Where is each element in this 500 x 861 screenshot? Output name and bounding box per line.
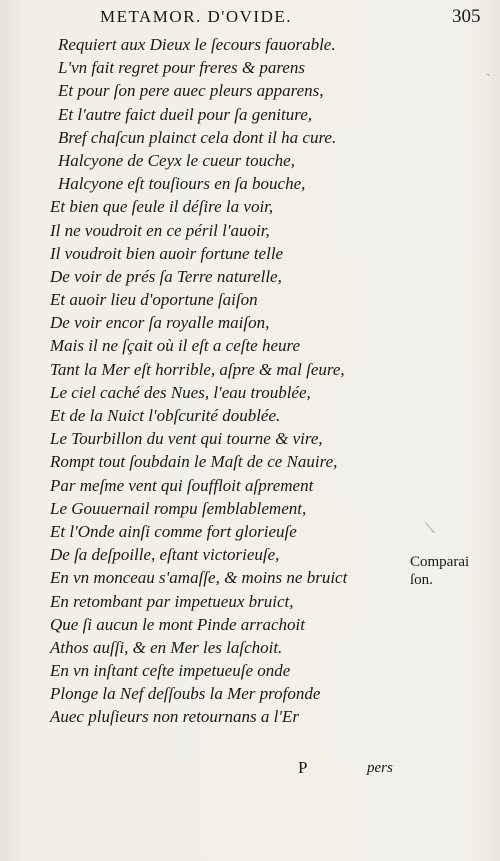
verse-line: Bref chaſcun plainct cela dont il ha cure. — [58, 127, 337, 147]
verse-line: Et auoir lieu d'oportune ſaiſon — [50, 290, 258, 310]
verse-line: Et l'Onde ainſi comme fort glorieuſe — [50, 521, 297, 541]
margin-note — [410, 553, 490, 589]
verse-line: Et de la Nuict l'obſcurité doublée. — [50, 406, 281, 425]
verse-line: Requiert aux Dieux le ſecours fauorable. — [58, 35, 336, 54]
running-title: METAMOR. D'OVIDE. — [100, 7, 292, 26]
verse-line: Halcyone eſt touſiours en ſa bouche, — [58, 174, 306, 194]
stray-ink-mark: ⟍ — [425, 522, 435, 537]
verse-line: Plonge la Nef deſſoubs la Mer profonde — [50, 684, 321, 704]
verse-line: Mais il ne ſçait où il eſt a ceſte heure — [50, 336, 301, 356]
verse-line: Que ſi aucun le mont Pinde arrachoit — [50, 614, 305, 634]
verse-line: Athos auſſi, & en Mer les laſchoit. — [50, 637, 283, 657]
verse-line: Halcyone de Ceyx le cueur touche, — [58, 150, 295, 170]
verse-line: Tant la Mer eſt horrible, aſpre & mal ſeure, — [50, 359, 345, 379]
verse-line: Et pour ſon pere auec pleurs apparens, — [58, 81, 324, 101]
verse-line: Le ciel caché des Nues, l'eau troublée, — [50, 382, 311, 402]
verse-line: Et l'autre faict dueil pour ſa geniture, — [58, 104, 313, 124]
verse-line: De voir encor ſa royalle maiſon, — [50, 313, 270, 333]
margin-note-line: ſon. — [410, 572, 433, 588]
verse-line: De ſa deſpoille, eſtant victorieuſe, — [50, 545, 280, 565]
verse-line: Rompt tout ſoubdain le Maſt de ce Nauire, — [50, 452, 338, 472]
verse-line: Auec pluſieurs non retournans a l'Er — [50, 707, 300, 727]
verse-line: Le Tourbillon du vent qui tourne & vire, — [50, 429, 323, 449]
signature-mark: P — [298, 758, 308, 777]
verse-line: Il voudroit bien auoir fortune telle — [50, 243, 284, 263]
verse-line: L'vn fait regret pour freres & parens — [58, 58, 305, 78]
verse-line: Par meſme vent qui ſouffloit aſprement — [50, 475, 314, 495]
margin-note-line: Comparai — [410, 554, 470, 570]
verse-list — [44, 33, 347, 729]
verse-line: En retombant par impetueux bruict, — [50, 591, 294, 611]
stray-ink-mark: ˎ — [486, 62, 491, 77]
verse-line: De voir de prés ſa Terre naturelle, — [50, 266, 282, 286]
verse-line: En vn inſtant ceſte impetueuſe onde — [50, 661, 291, 681]
catchword: pers — [367, 760, 393, 776]
verse-line: En vn monceau s'amaſſe, & moins ne bruict — [50, 568, 348, 588]
verse-line: Il ne voudroit en ce péril l'auoir, — [50, 220, 270, 240]
verse-line: Le Gouuernail rompu ſemblablement, — [50, 498, 307, 518]
page-number: 305 — [452, 6, 481, 27]
verse-line: Et bien que ſeule il déſire la voir, — [50, 197, 274, 217]
